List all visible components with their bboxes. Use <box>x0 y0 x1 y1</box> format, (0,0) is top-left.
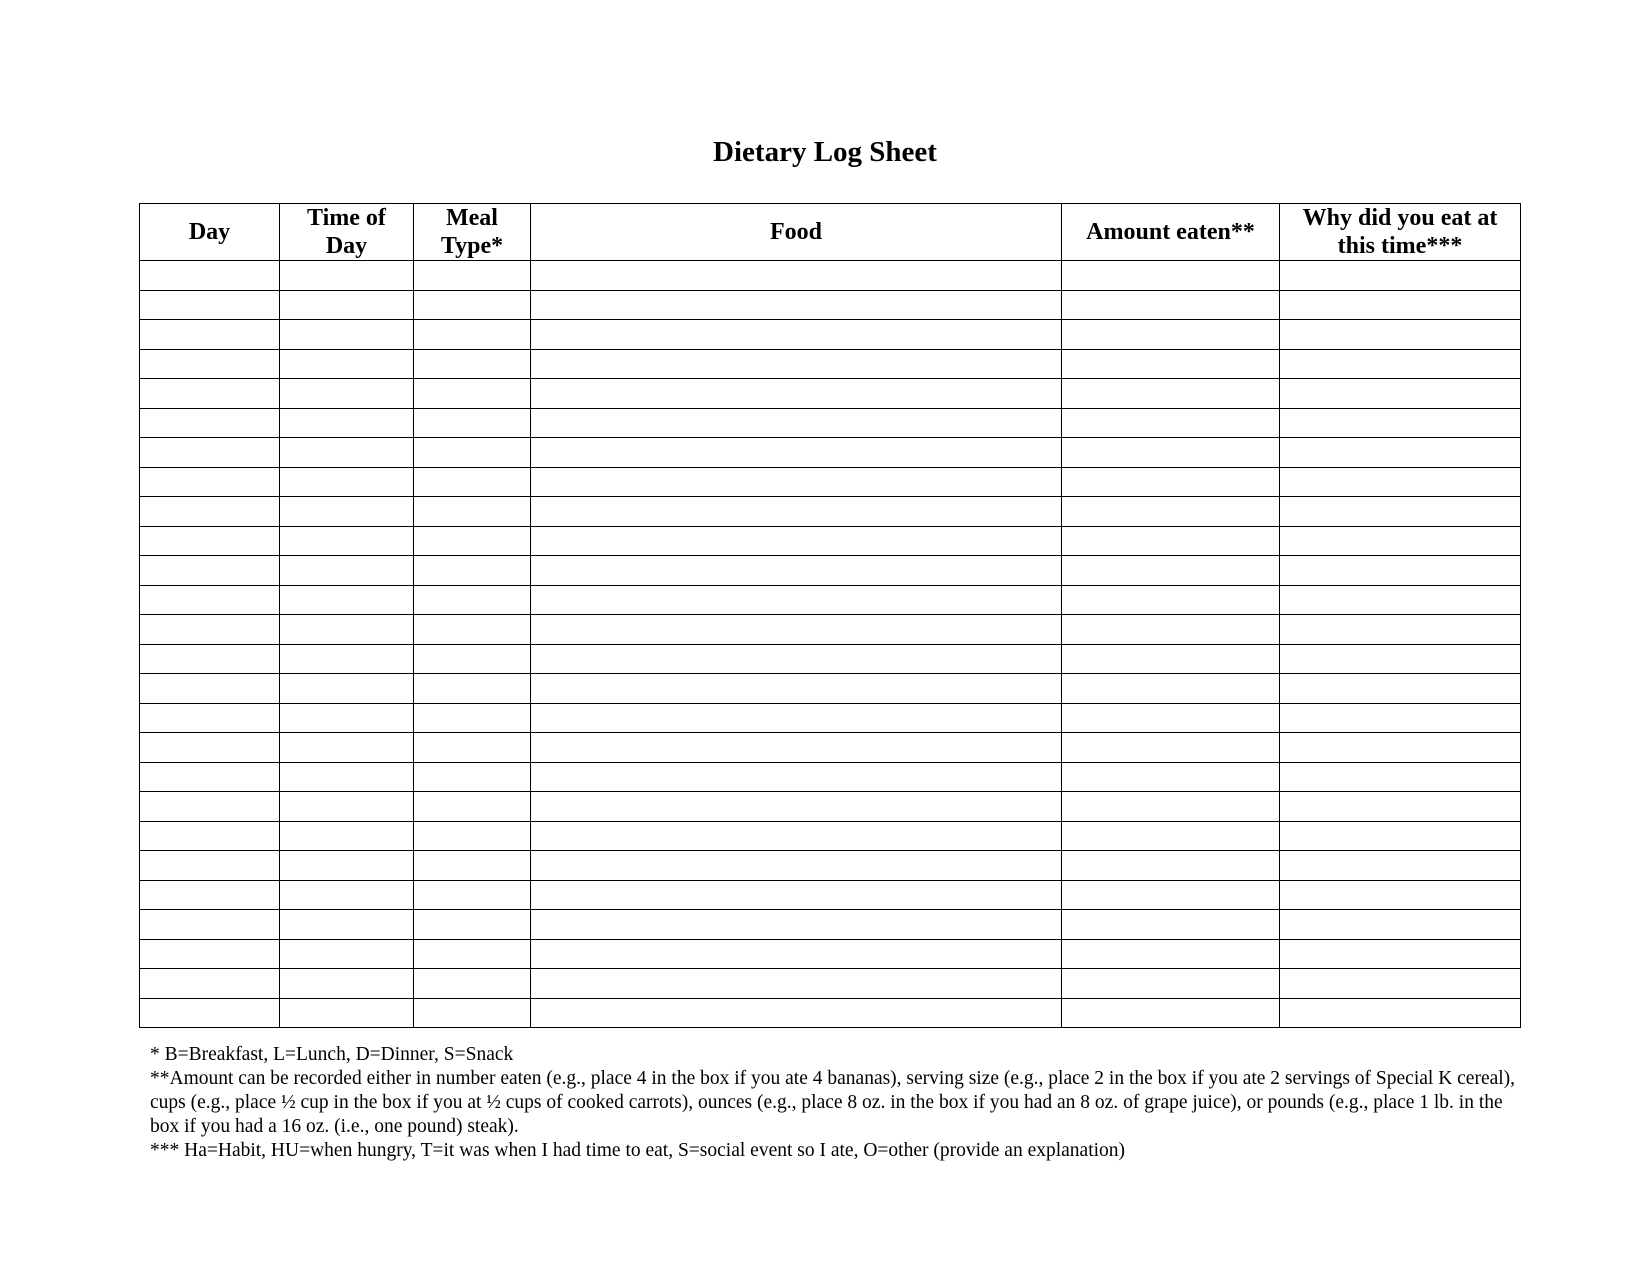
table-row <box>140 792 1521 822</box>
table-row <box>140 320 1521 350</box>
cell-amount-eaten[interactable] <box>1062 792 1280 822</box>
cell-day[interactable] <box>140 349 280 379</box>
cell-meal-type[interactable] <box>414 969 531 999</box>
cell-why-eat[interactable] <box>1280 467 1521 497</box>
table-row <box>140 261 1521 291</box>
cell-meal-type[interactable] <box>414 910 531 940</box>
cell-why-eat[interactable] <box>1280 969 1521 999</box>
cell-meal-type[interactable] <box>414 467 531 497</box>
cell-food[interactable] <box>531 910 1062 940</box>
cell-day[interactable] <box>140 733 280 763</box>
cell-amount-eaten[interactable] <box>1062 998 1280 1028</box>
cell-meal-type[interactable] <box>414 792 531 822</box>
cell-amount-eaten[interactable] <box>1062 290 1280 320</box>
cell-food[interactable] <box>531 939 1062 969</box>
cell-food[interactable] <box>531 969 1062 999</box>
cell-amount-eaten[interactable] <box>1062 467 1280 497</box>
cell-day[interactable] <box>140 998 280 1028</box>
header-why-eat: Why did you eat at this time*** <box>1280 204 1521 261</box>
table-row <box>140 585 1521 615</box>
cell-day[interactable] <box>140 910 280 940</box>
cell-why-eat[interactable] <box>1280 408 1521 438</box>
cell-why-eat[interactable] <box>1280 556 1521 586</box>
table-row <box>140 556 1521 586</box>
table-row <box>140 290 1521 320</box>
table-row <box>140 438 1521 468</box>
table-header-row <box>140 204 1521 261</box>
cell-amount-eaten[interactable] <box>1062 556 1280 586</box>
cell-food[interactable] <box>531 880 1062 910</box>
cell-time-of-day[interactable] <box>280 261 414 291</box>
cell-amount-eaten[interactable] <box>1062 644 1280 674</box>
cell-time-of-day[interactable] <box>280 408 414 438</box>
cell-meal-type[interactable] <box>414 821 531 851</box>
cell-why-eat[interactable] <box>1280 644 1521 674</box>
cell-amount-eaten[interactable] <box>1062 585 1280 615</box>
cell-amount-eaten[interactable] <box>1062 762 1280 792</box>
cell-time-of-day[interactable] <box>280 467 414 497</box>
cell-day[interactable] <box>140 674 280 704</box>
cell-why-eat[interactable] <box>1280 320 1521 350</box>
cell-meal-type[interactable] <box>414 585 531 615</box>
cell-why-eat[interactable] <box>1280 762 1521 792</box>
cell-meal-type[interactable] <box>414 998 531 1028</box>
cell-meal-type[interactable] <box>414 320 531 350</box>
cell-meal-type[interactable] <box>414 526 531 556</box>
cell-why-eat[interactable] <box>1280 939 1521 969</box>
cell-meal-type[interactable] <box>414 261 531 291</box>
cell-time-of-day[interactable] <box>280 969 414 999</box>
cell-food[interactable] <box>531 467 1062 497</box>
cell-meal-type[interactable] <box>414 615 531 645</box>
cell-time-of-day[interactable] <box>280 615 414 645</box>
cell-time-of-day[interactable] <box>280 762 414 792</box>
cell-day[interactable] <box>140 438 280 468</box>
header-time-of-day: Time of Day <box>280 204 414 261</box>
cell-amount-eaten[interactable] <box>1062 910 1280 940</box>
table-row <box>140 821 1521 851</box>
cell-amount-eaten[interactable] <box>1062 526 1280 556</box>
table-row <box>140 644 1521 674</box>
table-row <box>140 703 1521 733</box>
cell-time-of-day[interactable] <box>280 526 414 556</box>
dietary-log-table <box>139 203 1521 1028</box>
cell-why-eat[interactable] <box>1280 290 1521 320</box>
cell-meal-type[interactable] <box>414 703 531 733</box>
cell-why-eat[interactable] <box>1280 792 1521 822</box>
cell-amount-eaten[interactable] <box>1062 497 1280 527</box>
table-row <box>140 674 1521 704</box>
cell-food[interactable] <box>531 556 1062 586</box>
cell-meal-type[interactable] <box>414 733 531 763</box>
cell-meal-type[interactable] <box>414 674 531 704</box>
cell-why-eat[interactable] <box>1280 998 1521 1028</box>
cell-why-eat[interactable] <box>1280 497 1521 527</box>
cell-food[interactable] <box>531 526 1062 556</box>
cell-why-eat[interactable] <box>1280 821 1521 851</box>
cell-amount-eaten[interactable] <box>1062 408 1280 438</box>
header-day: Day <box>140 204 280 261</box>
header-food: Food <box>531 204 1062 261</box>
cell-time-of-day[interactable] <box>280 644 414 674</box>
cell-meal-type[interactable] <box>414 644 531 674</box>
cell-day[interactable] <box>140 703 280 733</box>
footnotes <box>150 1043 1520 1163</box>
table-row <box>140 615 1521 645</box>
cell-why-eat[interactable] <box>1280 585 1521 615</box>
cell-food[interactable] <box>531 851 1062 881</box>
table-row <box>140 379 1521 409</box>
cell-amount-eaten[interactable] <box>1062 821 1280 851</box>
cell-day[interactable] <box>140 556 280 586</box>
cell-amount-eaten[interactable] <box>1062 880 1280 910</box>
cell-time-of-day[interactable] <box>280 585 414 615</box>
cell-food[interactable] <box>531 497 1062 527</box>
cell-food[interactable] <box>531 261 1062 291</box>
cell-why-eat[interactable] <box>1280 910 1521 940</box>
cell-amount-eaten[interactable] <box>1062 969 1280 999</box>
cell-time-of-day[interactable] <box>280 880 414 910</box>
table-row <box>140 467 1521 497</box>
table-row <box>140 851 1521 881</box>
cell-time-of-day[interactable] <box>280 290 414 320</box>
table-row <box>140 910 1521 940</box>
cell-food[interactable] <box>531 762 1062 792</box>
cell-day[interactable] <box>140 615 280 645</box>
cell-amount-eaten[interactable] <box>1062 320 1280 350</box>
cell-day[interactable] <box>140 821 280 851</box>
cell-time-of-day[interactable] <box>280 674 414 704</box>
cell-meal-type[interactable] <box>414 556 531 586</box>
cell-time-of-day[interactable] <box>280 851 414 881</box>
cell-meal-type[interactable] <box>414 762 531 792</box>
cell-why-eat[interactable] <box>1280 438 1521 468</box>
cell-time-of-day[interactable] <box>280 497 414 527</box>
cell-day[interactable] <box>140 467 280 497</box>
footnote-why: *** Ha=Habit, HU=when hungry, T=it was when I had time to eat, S=social event so I ate, O=other (provide an explanation) <box>150 1140 1126 1161</box>
cell-why-eat[interactable] <box>1280 615 1521 645</box>
footnote-amount: **Amount can be recorded either in number eaten (e.g., place 4 in the box if you ate 4 bananas), serving size (e.g., place 2 in the box if you ate 2 servings of Special K cereal), cups (e.g., place ½ cup in the box if you at ½ cups of cooked carrots), ounces (e.g., place 8 oz. in the box if you had an 8 oz. of grape juice), or pounds (e.g., place 1 lb. in the box if you had a 16 oz. (i.e., one pound) steak). <box>150 1068 1516 1137</box>
cell-amount-eaten[interactable] <box>1062 703 1280 733</box>
cell-food[interactable] <box>531 792 1062 822</box>
cell-why-eat[interactable] <box>1280 733 1521 763</box>
cell-why-eat[interactable] <box>1280 674 1521 704</box>
cell-meal-type[interactable] <box>414 379 531 409</box>
table-row <box>140 497 1521 527</box>
cell-why-eat[interactable] <box>1280 703 1521 733</box>
cell-amount-eaten[interactable] <box>1062 349 1280 379</box>
cell-day[interactable] <box>140 969 280 999</box>
table-row <box>140 349 1521 379</box>
cell-why-eat[interactable] <box>1280 851 1521 881</box>
cell-meal-type[interactable] <box>414 880 531 910</box>
cell-time-of-day[interactable] <box>280 379 414 409</box>
cell-amount-eaten[interactable] <box>1062 939 1280 969</box>
cell-food[interactable] <box>531 674 1062 704</box>
table-row <box>140 939 1521 969</box>
cell-day[interactable] <box>140 261 280 291</box>
cell-food[interactable] <box>531 615 1062 645</box>
cell-amount-eaten[interactable] <box>1062 261 1280 291</box>
table-row <box>140 969 1521 999</box>
cell-food[interactable] <box>531 703 1062 733</box>
cell-day[interactable] <box>140 880 280 910</box>
cell-why-eat[interactable] <box>1280 261 1521 291</box>
cell-meal-type[interactable] <box>414 349 531 379</box>
cell-food[interactable] <box>531 408 1062 438</box>
cell-day[interactable] <box>140 939 280 969</box>
cell-day[interactable] <box>140 762 280 792</box>
cell-meal-type[interactable] <box>414 851 531 881</box>
cell-food[interactable] <box>531 733 1062 763</box>
cell-amount-eaten[interactable] <box>1062 615 1280 645</box>
cell-food[interactable] <box>531 821 1062 851</box>
cell-why-eat[interactable] <box>1280 526 1521 556</box>
cell-why-eat[interactable] <box>1280 379 1521 409</box>
cell-time-of-day[interactable] <box>280 821 414 851</box>
cell-day[interactable] <box>140 379 280 409</box>
cell-time-of-day[interactable] <box>280 733 414 763</box>
cell-meal-type[interactable] <box>414 438 531 468</box>
cell-amount-eaten[interactable] <box>1062 851 1280 881</box>
cell-day[interactable] <box>140 585 280 615</box>
table-row <box>140 998 1521 1028</box>
header-amount-eaten: Amount eaten** <box>1062 204 1280 261</box>
footnote-meal-type: * B=Breakfast, L=Lunch, D=Dinner, S=Snack <box>150 1044 514 1065</box>
cell-meal-type[interactable] <box>414 408 531 438</box>
cell-amount-eaten[interactable] <box>1062 438 1280 468</box>
cell-food[interactable] <box>531 438 1062 468</box>
cell-time-of-day[interactable] <box>280 910 414 940</box>
cell-amount-eaten[interactable] <box>1062 733 1280 763</box>
table-row <box>140 408 1521 438</box>
cell-food[interactable] <box>531 320 1062 350</box>
cell-day[interactable] <box>140 792 280 822</box>
cell-meal-type[interactable] <box>414 939 531 969</box>
cell-time-of-day[interactable] <box>280 349 414 379</box>
cell-day[interactable] <box>140 644 280 674</box>
cell-time-of-day[interactable] <box>280 320 414 350</box>
cell-time-of-day[interactable] <box>280 939 414 969</box>
cell-food[interactable] <box>531 998 1062 1028</box>
cell-amount-eaten[interactable] <box>1062 674 1280 704</box>
cell-food[interactable] <box>531 290 1062 320</box>
table-body <box>140 261 1521 1028</box>
header-meal-type: Meal Type* <box>414 204 531 261</box>
cell-food[interactable] <box>531 349 1062 379</box>
table-row <box>140 762 1521 792</box>
cell-food[interactable] <box>531 585 1062 615</box>
table-row <box>140 733 1521 763</box>
cell-why-eat[interactable] <box>1280 349 1521 379</box>
table-row <box>140 880 1521 910</box>
cell-why-eat[interactable] <box>1280 880 1521 910</box>
cell-meal-type[interactable] <box>414 290 531 320</box>
cell-time-of-day[interactable] <box>280 556 414 586</box>
cell-time-of-day[interactable] <box>280 998 414 1028</box>
cell-time-of-day[interactable] <box>280 438 414 468</box>
cell-day[interactable] <box>140 408 280 438</box>
cell-day[interactable] <box>140 526 280 556</box>
cell-day[interactable] <box>140 497 280 527</box>
cell-day[interactable] <box>140 290 280 320</box>
cell-food[interactable] <box>531 644 1062 674</box>
cell-time-of-day[interactable] <box>280 703 414 733</box>
cell-meal-type[interactable] <box>414 497 531 527</box>
cell-day[interactable] <box>140 320 280 350</box>
table-row <box>140 526 1521 556</box>
page-title: Dietary Log Sheet <box>713 136 937 168</box>
cell-amount-eaten[interactable] <box>1062 379 1280 409</box>
cell-day[interactable] <box>140 851 280 881</box>
cell-time-of-day[interactable] <box>280 792 414 822</box>
cell-food[interactable] <box>531 379 1062 409</box>
